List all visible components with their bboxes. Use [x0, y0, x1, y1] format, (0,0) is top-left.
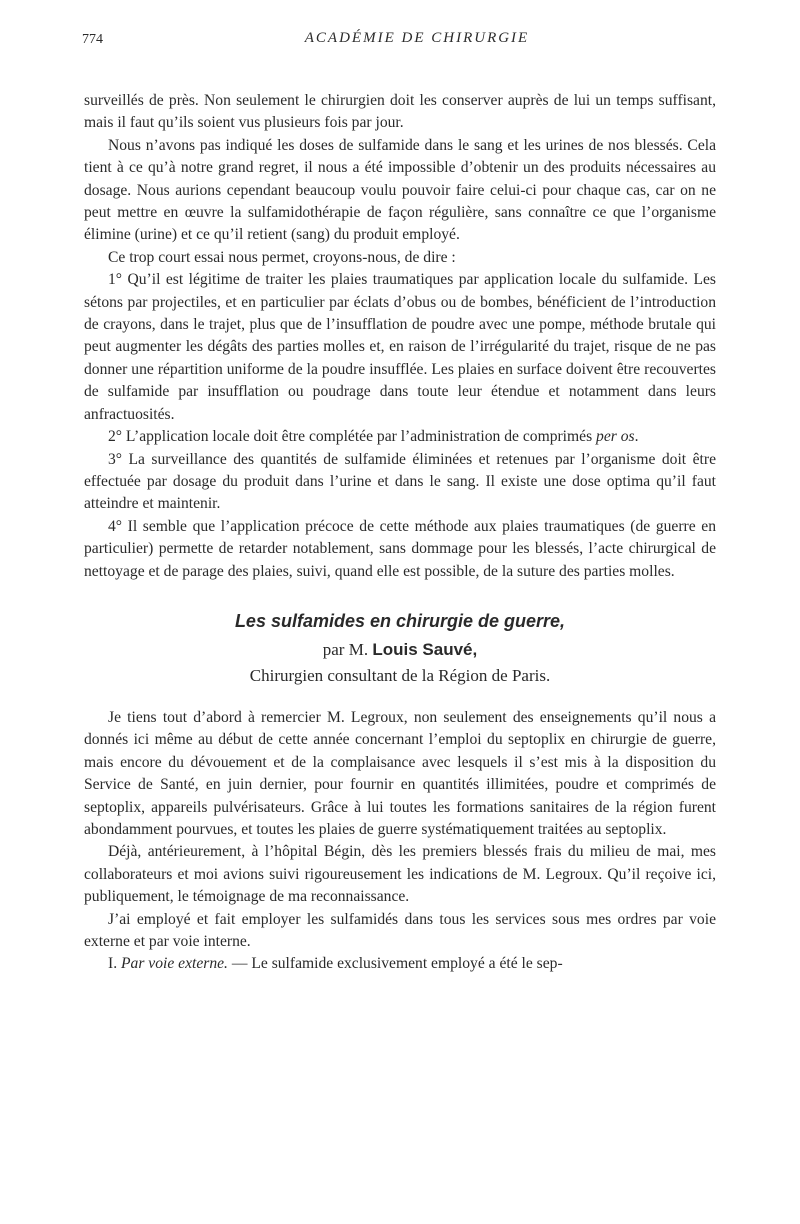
paragraph-text: — Le sulfamide exclusivement employé a été le sep- — [227, 955, 563, 973]
paragraph-text: 2° L’application locale doit être complétée par l’administration de comprimés — [108, 428, 597, 446]
running-title: ACADÉMIE DE CHIRURGIE — [304, 30, 530, 46]
paragraph: 1° Qu’il est légitime de traiter les plaies traumatiques par application locale du sulfamide. Les sétons par projectiles, et en particulier par éclats d’obus ou de bombes, bénéficient de l’introduction de crayons, dans le trajet, plus que de l’insufflation de poudre avec une pompe, méthode brutale qui peut augmenter les dégâts des parties molles et, en raison de l’irrégularité du trajet, risque de ne pas donner une répartition uniforme de la poudre insufflée. Les plaies en surface doivent être recouvertes de sulfamide par insufflation ou poudrage dans toute leur étendue et notamment dans leurs anfractuosités. — [84, 271, 716, 423]
paragraph: 4° Il semble que l’application précoce de cette méthode aux plaies traumatiques (de guerre en particulier) permette de retarder notablement, sans dommage pour les blessés, l’acte chirurgical de nettoyage et de parage des plaies, suivi, quand elle est possible, de la suture des parties molles. — [84, 517, 716, 580]
italic-heading: Par voie externe. — [121, 955, 228, 973]
paragraph: Déjà, antérieurement, à l’hôpital Bégin, dès les premiers blessés frais du milieu de mai, mes collaborateurs et moi avions suivi rigoureusement les indications de M. Legroux. Qu’il reçoive ici, publiquement, le témoignage de ma reconnaissance. — [84, 843, 716, 906]
byline — [84, 637, 716, 663]
byline-prefix: par M. — [322, 639, 369, 659]
running-header — [84, 30, 716, 56]
paragraph: Nous n’avons pas indiqué les doses de sulfamide dans le sang et les urines de nos blessés. Cela tient à ce qu’à notre grand regret, il nous a été impossible d’obtenir un des produits nécessaires au dosage. Nous aurions cependant beaucoup voulu pouvoir faire celui-ci pour chaque cas, car on ne peut mettre en œuvre la sulfamidothérapie de façon régulière, sans connaître ce que l’organisme élimine (urine) et ce qu’il retient (sang) du produit employé. — [84, 136, 716, 244]
paragraph: surveillés de près. Non seulement le chirurgien doit les conserver auprès de lui un temps suffisant, mais il faut qu’ils soient vus plusieurs fois par jour. — [84, 92, 716, 132]
paragraph — [84, 426, 716, 448]
paragraph: Ce trop court essai nous permet, croyons-nous, de dire : — [108, 248, 456, 266]
paragraph: J’ai employé et fait employer les sulfamidés dans tous les services sous mes ordres par voie externe et par voie interne. — [84, 910, 716, 950]
author-affiliation: Chirurgien consultant de la Région de Paris. — [249, 665, 551, 685]
italic-term: per os — [596, 428, 635, 446]
paragraph: Je tiens tout d’abord à remercier M. Legroux, non seulement des enseignements qu’il nous a donnés ici même au début de cette année concernant l’emploi du septoplix en chirurgie de guerre, mais encore du dévouement et de la complaisance avec lesquels il s’est mis à la disposition du Service de Santé, en juin dernier, pour fournir en quantités illimitées, poudre et comprimés de septoplix, appareils pulvérisateurs. Grâce à lui toutes les formations sanitaires de la région furent abondamment pourvues, et toutes les plaies de guerre systématiquement traitées au septoplix. — [84, 708, 716, 838]
author-name: Louis Sauvé, — [372, 639, 478, 659]
paragraph-text: I. — [108, 955, 121, 973]
paragraph — [84, 953, 716, 975]
body-text — [84, 90, 716, 976]
article-title: Les sulfamides en chirurgie de guerre, — [234, 610, 566, 631]
paragraph-text: . — [634, 428, 639, 446]
paragraph: 3° La surveillance des quantités de sulfamide éliminées et retenues par l’organisme doit être effectuée par dosage du produit dans l’urine et dans le sang. Il existe une dose optima qu’il faut atteindre et maintenir. — [84, 450, 716, 513]
page-number: 774 — [82, 32, 103, 47]
